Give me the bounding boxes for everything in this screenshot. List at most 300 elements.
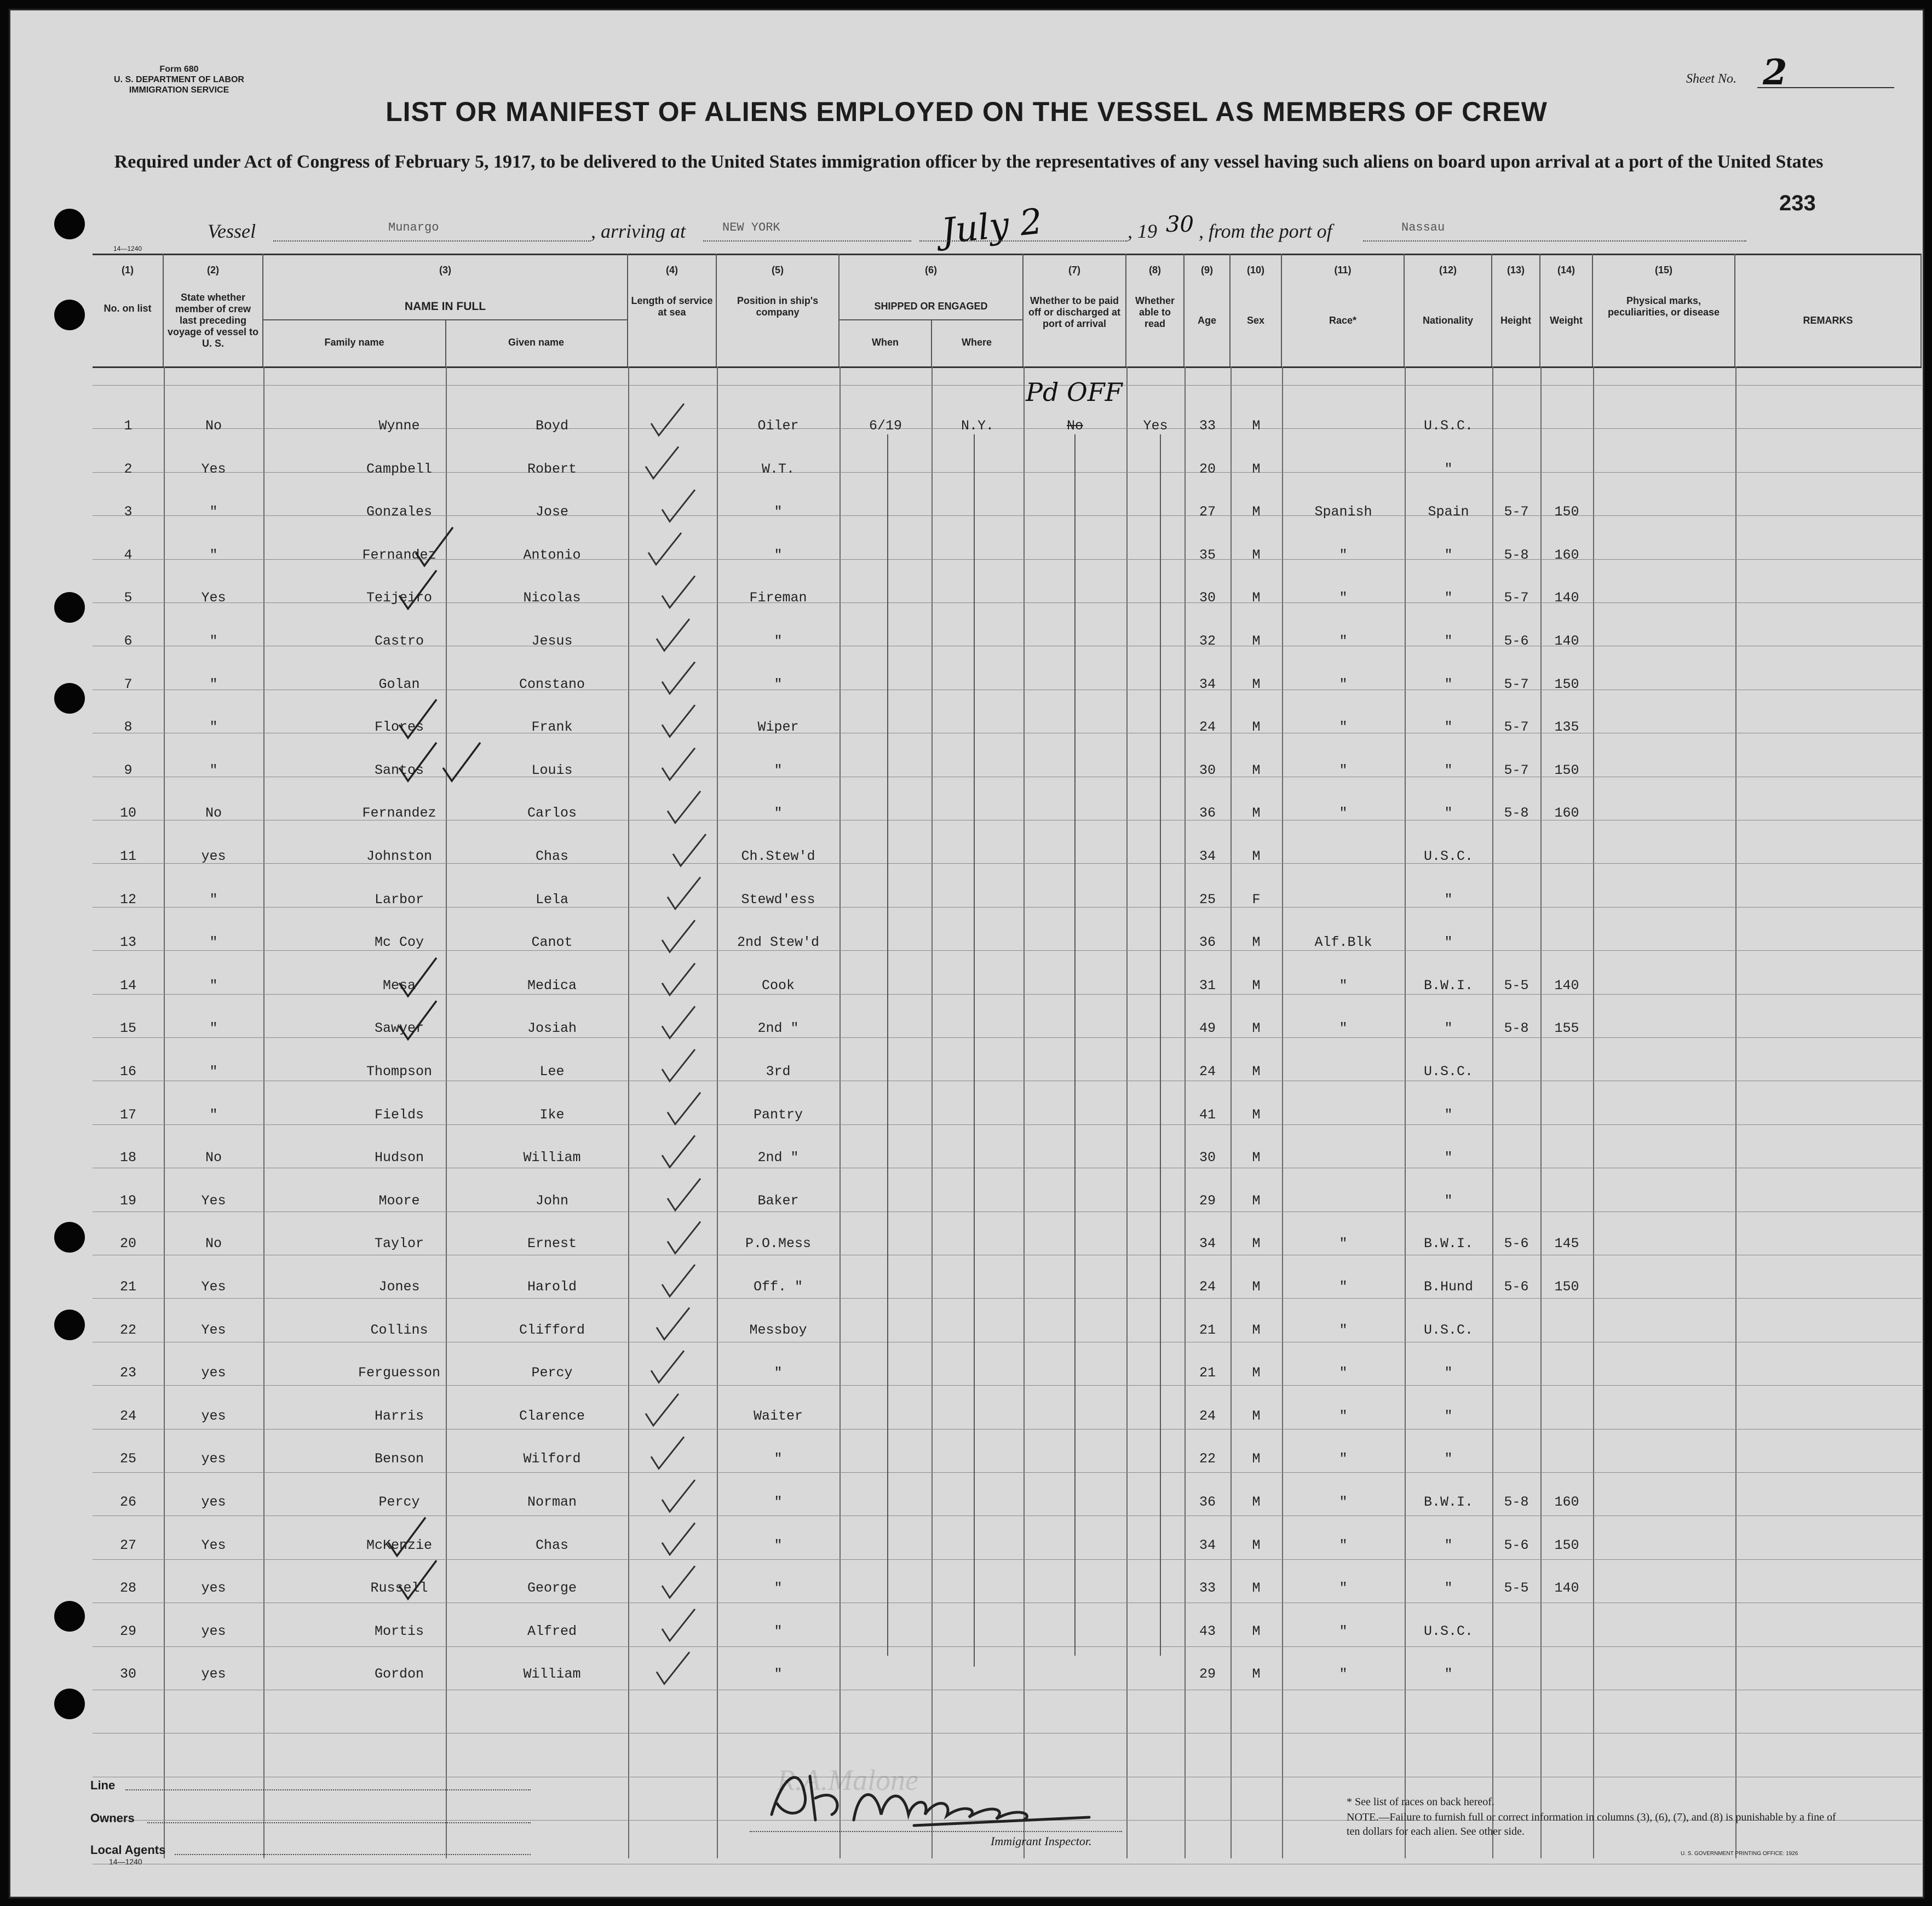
column-number: (12) [1439,265,1457,275]
cell-race: " [1339,762,1348,778]
cell-age: 21 [1199,1365,1216,1381]
cell-sex: M [1252,1623,1261,1639]
column-sublabel: Given name [508,337,565,348]
cell-position: " [774,504,783,520]
cell-family-name: Hudson [374,1150,424,1166]
inspector-blank [750,1831,1122,1832]
column-rule [840,366,841,1858]
column-label: Age [1197,315,1216,326]
cell-height: 5-8 [1504,1494,1529,1510]
cell-row-number: 24 [119,1408,136,1424]
cell-age: 34 [1199,1537,1216,1553]
local-agents-code: 14—1240 [109,1857,142,1866]
cell-race: " [1339,676,1348,692]
cell-family-name: Campbell [366,461,433,477]
cell-row-number: 18 [119,1150,136,1166]
cell-nationality: " [1444,1365,1453,1381]
column-label: No. on list [104,303,152,314]
cell-sex: M [1252,934,1261,950]
cell-nationality: " [1444,762,1453,778]
cell-given-name: Lee [539,1064,565,1080]
cell-nationality: " [1444,1107,1453,1123]
column-sublabel: When [872,337,899,348]
cell-sex: M [1252,1064,1261,1080]
cell-shipped-when: 6/19 [869,418,902,434]
cell-previous-voyage: " [209,1064,218,1080]
cell-nationality: U.S.C. [1423,1623,1473,1639]
cell-weight: 160 [1554,547,1579,563]
column-number: (7) [1068,265,1080,275]
cell-sex: M [1252,547,1261,563]
cell-previous-voyage: " [209,892,218,908]
cell-family-name: Mc Coy [374,934,424,950]
cell-nationality: " [1444,1150,1453,1166]
row-rule [93,1385,1922,1386]
cell-position: Ch.Stew'd [741,848,815,864]
cell-previous-voyage: " [209,978,218,994]
cell-previous-voyage: yes [201,1494,226,1510]
cell-previous-voyage: Yes [201,590,226,606]
cell-given-name: Jesus [531,633,573,649]
small-form-code: 14—1240 [113,245,142,252]
cell-family-name: Gonzales [366,504,433,520]
cell-sex: F [1252,892,1261,908]
cell-position: Oiler [757,418,799,434]
cell-sex: M [1252,1193,1261,1209]
cell-weight: 135 [1554,719,1579,735]
cell-race: " [1339,719,1348,735]
sheet-number: 2 [1763,52,1787,93]
cell-family-name: Sawyer [374,1020,424,1036]
cell-race: " [1339,1279,1348,1295]
column-label: State whether member of crew last preceding voyage of vessel to U. S. [167,292,259,349]
cell-sex: M [1252,1451,1261,1467]
crew-table [93,254,1922,1732]
column-header-position [717,254,840,366]
cell-race: " [1339,1020,1348,1036]
cell-row-number: 14 [119,978,136,994]
cell-given-name: Nicolas [523,590,581,606]
cell-weight: 160 [1554,805,1579,821]
cell-position: P.O.Mess [745,1236,812,1251]
cell-previous-voyage: Yes [201,1279,226,1295]
column-number: (3) [439,265,451,275]
cell-position: 2nd Stew'd [737,934,820,950]
cell-nationality: " [1444,461,1453,477]
cell-nationality: " [1444,892,1453,908]
cell-height: 5-6 [1504,1279,1529,1295]
cell-previous-voyage: " [209,633,218,649]
cell-given-name: William [523,1150,581,1166]
cell-position: " [774,805,783,821]
cell-family-name: Mesa [382,978,416,994]
row-rule [93,1472,1922,1473]
cell-height: 5-8 [1504,547,1529,563]
cell-nationality: " [1444,590,1453,606]
cell-age: 36 [1199,1494,1216,1510]
cell-age: 31 [1199,978,1216,994]
cell-nationality: " [1444,1408,1453,1424]
owners-blank [147,1822,531,1823]
cell-previous-voyage: yes [201,1580,226,1596]
cell-sex: M [1252,1322,1261,1338]
inspector-signature-text: R.A.Malone [777,1764,918,1796]
cell-row-number: 22 [119,1322,136,1338]
cell-given-name: William [523,1666,581,1682]
cell-position: " [774,1365,783,1381]
cell-age: 24 [1199,1279,1216,1295]
cell-nationality: U.S.C. [1423,1322,1473,1338]
column-label: Race* [1329,315,1357,326]
table-header-bottom-border [93,366,1922,368]
local-agents-label: Local Agents [90,1843,166,1857]
cell-sex: M [1252,461,1261,477]
cell-family-name: Santos [374,762,424,778]
cell-age: 29 [1199,1666,1216,1682]
row-rule [93,1515,1922,1516]
cell-weight: 150 [1554,504,1579,520]
cell-weight: 150 [1554,676,1579,692]
cell-row-number: 8 [124,719,133,735]
cell-family-name: Fernandez [362,805,436,821]
row-rule [93,1429,1922,1430]
cell-race: " [1339,805,1348,821]
cell-sex: M [1252,676,1261,692]
cell-family-name: Teijeiro [366,590,433,606]
cell-row-number: 11 [119,848,136,864]
cell-row-number: 21 [119,1279,136,1295]
cell-row-number: 1 [124,418,133,434]
cell-weight: 155 [1554,1020,1579,1036]
sheet-number-line [1757,87,1894,88]
cell-family-name: Ferguesson [358,1365,441,1381]
cell-age: 21 [1199,1322,1216,1338]
cell-race: " [1339,1408,1348,1424]
subheader-split [931,319,932,366]
cell-previous-voyage: yes [201,1408,226,1424]
cell-row-number: 20 [119,1236,136,1251]
vessel-name: Munargo [388,221,439,234]
cell-previous-voyage: " [209,1107,218,1123]
cell-previous-voyage: Yes [201,1537,226,1553]
cell-sex: M [1252,1580,1261,1596]
cell-position: " [774,547,783,563]
cell-nationality: B.W.I. [1423,978,1473,994]
binder-hole [54,209,85,239]
row-rule [93,994,1922,995]
cell-nationality: " [1444,934,1453,950]
cell-family-name: Fernandez [362,547,436,563]
cell-position: 2nd " [757,1150,799,1166]
cell-given-name: Chas [535,1537,568,1553]
cell-previous-voyage: " [209,762,218,778]
cell-age: 32 [1199,633,1216,649]
local-agents-blank [175,1854,531,1855]
cell-previous-voyage: yes [201,1623,226,1639]
cell-family-name: McKenzie [366,1537,433,1553]
cell-race: " [1339,1322,1348,1338]
column-number: (10) [1246,265,1264,275]
row-rule [93,1124,1922,1125]
cell-position: Fireman [749,590,807,606]
cell-family-name: Jones [378,1279,420,1295]
cell-age: 49 [1199,1020,1216,1036]
column-number: (13) [1507,265,1525,275]
document-subtitle: Required under Act of Congress of February 5, 1917, to be delivered to the United States immigration officer by the representatives of any vessel having such aliens on board upon arrival at a port of the United States [114,152,1824,172]
cell-nationality: " [1444,1020,1453,1036]
arrival-date-handwritten: July 2 [939,201,1044,252]
cell-family-name: Thompson [366,1064,433,1080]
column-rule [263,366,264,1858]
races-note: * See list of races on back hereof. [1347,1796,1494,1808]
column-header-sex [1231,254,1282,366]
cell-given-name: Boyd [535,418,568,434]
cell-family-name: Johnston [366,848,433,864]
cell-previous-voyage: No [205,1236,222,1251]
cell-sex: M [1252,1279,1261,1295]
cell-family-name: Benson [374,1451,424,1467]
cell-row-number: 27 [119,1537,136,1553]
printer-imprint: U. S. GOVERNMENT PRINTING OFFICE: 1926 [1681,1851,1798,1857]
cell-row-number: 3 [124,504,133,520]
column-label: REMARKS [1803,315,1853,326]
cell-given-name: Medica [527,978,577,994]
column-number: (2) [207,265,219,275]
cell-nationality: B.Hund [1423,1279,1473,1295]
binder-hole [54,300,85,330]
from-port-label: , from the port of [1199,220,1332,242]
cell-previous-voyage: Yes [201,1322,226,1338]
column-label: Sex [1246,315,1265,326]
cell-nationality: U.S.C. [1423,848,1473,864]
subcolumn-rule [932,366,933,1858]
cell-given-name: Canot [531,934,573,950]
cell-row-number: 16 [119,1064,136,1080]
cell-given-name: Norman [527,1494,577,1510]
cell-nationality: " [1444,547,1453,563]
cell-row-number: 28 [119,1580,136,1596]
cell-given-name: Constano [519,676,585,692]
cell-position: Waiter [753,1408,803,1424]
cell-nationality: Spain [1428,504,1469,520]
column-header-shipped [840,254,1024,366]
binder-hole [54,1689,85,1719]
owners-label: Owners [90,1811,135,1825]
cell-weight: 140 [1554,590,1579,606]
cell-height: 5-8 [1504,805,1529,821]
cell-family-name: Wynne [378,418,420,434]
cell-weight: 145 [1554,1236,1579,1251]
cell-race: " [1339,1580,1348,1596]
cell-given-name: Percy [531,1365,573,1381]
cell-position: Stewd'ess [741,892,815,908]
cell-sex: M [1252,504,1261,520]
cell-family-name: Taylor [374,1236,424,1251]
cell-family-name: Larbor [374,892,424,908]
cell-family-name: Percy [378,1494,420,1510]
cell-previous-voyage: " [209,719,218,735]
cell-position: " [774,633,783,649]
column-sublabel: Family name [324,337,384,348]
cell-age: 25 [1199,892,1216,908]
cell-nationality: " [1444,719,1453,735]
binder-hole [54,683,85,714]
cell-age: 36 [1199,805,1216,821]
cell-race: " [1339,1623,1348,1639]
document-title: LIST OR MANIFEST OF ALIENS EMPLOYED ON THE VESSEL AS MEMBERS OF CREW [386,96,1548,127]
cell-height: 5-8 [1504,1020,1529,1036]
cell-sex: M [1252,805,1261,821]
cell-previous-voyage: " [209,934,218,950]
cell-age: 20 [1199,461,1216,477]
cell-race: " [1339,1365,1348,1381]
cell-height: 5-7 [1504,762,1529,778]
cell-nationality: U.S.C. [1423,1064,1473,1080]
column-header-nat [1405,254,1492,366]
column-rule [1126,366,1128,1858]
cell-row-number: 23 [119,1365,136,1381]
cell-row-number: 30 [119,1666,136,1682]
column-label: Physical marks, peculiarities, or disease [1607,295,1720,318]
cell-weight: 150 [1554,762,1579,778]
cell-family-name: Harris [374,1408,424,1424]
cell-paid-off: No [1066,418,1083,434]
cell-age: 22 [1199,1451,1216,1467]
binder-hole [54,1222,85,1253]
year-prefix: , 19 [1128,220,1157,242]
cell-sex: M [1252,1365,1261,1381]
cell-row-number: 10 [119,805,136,821]
cell-height: 5-6 [1504,1537,1529,1553]
cell-age: 30 [1199,590,1216,606]
arriving-blank [703,240,911,242]
cell-nationality: B.W.I. [1423,1236,1473,1251]
cell-age: 33 [1199,1580,1216,1596]
column-label: Whether able to read [1135,295,1175,329]
cell-position: " [774,1537,783,1553]
cell-sex: M [1252,1020,1261,1036]
cell-weight: 140 [1554,633,1579,649]
cell-given-name: Jose [535,504,568,520]
cell-position: 3rd [766,1064,791,1080]
cell-race: " [1339,1666,1348,1682]
column-number: (11) [1334,265,1352,275]
row-rule [93,1037,1922,1038]
cell-previous-voyage: yes [201,1365,226,1381]
cell-weight: 160 [1554,1494,1579,1510]
vessel-blank [273,240,591,242]
cell-sex: M [1252,1537,1261,1553]
cell-nationality: B.W.I. [1423,1494,1473,1510]
cell-age: 29 [1199,1193,1216,1209]
cell-previous-voyage: No [205,1150,222,1166]
sheet-label: Sheet No. [1686,72,1737,86]
cell-nationality: " [1444,1193,1453,1209]
cell-row-number: 4 [124,547,133,563]
cell-position: Pantry [753,1107,803,1123]
column-header-read [1126,254,1185,366]
penalty-note: NOTE.—Failure to furnish full or correct information in columns (3), (6), (7), and (8) is punishable by a fine of ten dollars for each alien. See other side. [1347,1811,1836,1838]
cell-previous-voyage: yes [201,1666,226,1682]
cell-sex: M [1252,1150,1261,1166]
cell-family-name: Gordon [374,1666,424,1682]
column-number: (14) [1557,265,1575,275]
column-number: (1) [122,265,134,275]
cell-row-number: 25 [119,1451,136,1467]
cell-family-name: Collins [370,1322,428,1338]
column-label: Weight [1550,315,1583,326]
cell-age: 43 [1199,1623,1216,1639]
binder-hole [54,1310,85,1340]
cell-shipped-where: N.Y. [961,418,994,434]
column-header-age [1185,254,1231,366]
cell-position: 2nd " [757,1020,799,1036]
column-header-paid [1024,254,1126,366]
cell-previous-voyage: Yes [201,1193,226,1209]
cell-row-number: 2 [124,461,133,477]
cell-age: 34 [1199,848,1216,864]
cell-height: 5-6 [1504,1236,1529,1251]
cell-race: " [1339,633,1348,649]
column-header-no [93,254,164,366]
cell-position: " [774,676,783,692]
cell-given-name: Ernest [527,1236,577,1251]
column-number: (15) [1654,265,1672,275]
cell-row-number: 17 [119,1107,136,1123]
paid-off-note: Pd OFF [1026,377,1123,407]
column-label: NAME IN FULL [404,300,486,313]
cell-row-number: 26 [119,1494,136,1510]
cell-nationality: " [1444,1666,1453,1682]
column-header-height [1492,254,1540,366]
cell-age: 24 [1199,719,1216,735]
column-header-prev [164,254,263,366]
arriving-label: , arriving at [591,220,686,242]
cell-given-name: Alfred [527,1623,577,1639]
cell-sex: M [1252,762,1261,778]
cell-nationality: " [1444,1580,1453,1596]
cell-age: 35 [1199,547,1216,563]
cell-given-name: Chas [535,848,568,864]
cell-row-number: 7 [124,676,133,692]
cell-race: " [1339,1494,1348,1510]
cell-family-name: Golan [378,676,420,692]
manifest-document [9,9,1924,1898]
cell-nationality: U.S.C. [1423,418,1473,434]
cell-nationality: " [1444,1537,1453,1553]
cell-race: " [1339,590,1348,606]
cell-given-name: Ike [539,1107,565,1123]
cell-nationality: " [1444,1451,1453,1467]
cell-weight: 140 [1554,1580,1579,1596]
cell-previous-voyage: " [209,547,218,563]
cell-sex: M [1252,418,1261,434]
column-sublabel: Where [961,337,992,348]
cell-nationality: " [1444,676,1453,692]
cell-previous-voyage: yes [201,1451,226,1467]
cell-age: 41 [1199,1107,1216,1123]
cell-previous-voyage: yes [201,848,226,864]
row-rule [93,950,1922,951]
cell-height: 5-7 [1504,590,1529,606]
cell-age: 24 [1199,1408,1216,1424]
cell-position: " [774,1580,783,1596]
cell-age: 34 [1199,676,1216,692]
cell-sex: M [1252,590,1261,606]
row-rule [93,1646,1922,1647]
cell-height: 5-7 [1504,719,1529,735]
cell-previous-voyage: Yes [201,461,226,477]
